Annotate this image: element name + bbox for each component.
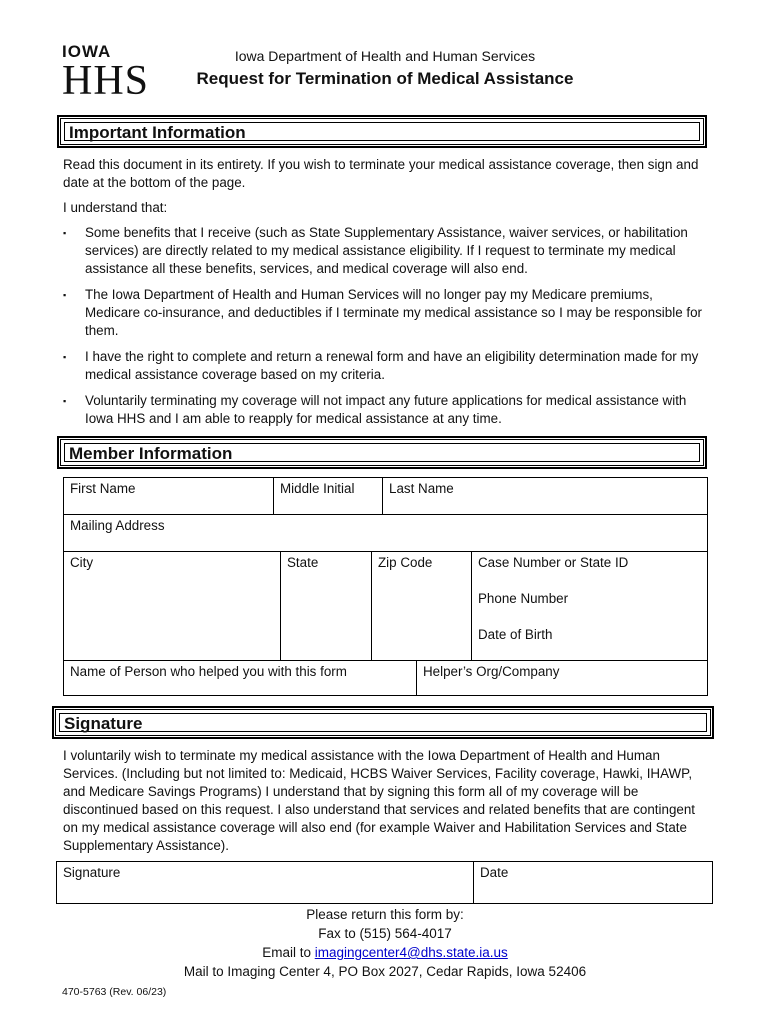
state-field[interactable] [281,552,372,661]
understand-list [63,224,703,436]
date-label: Date [480,865,509,880]
list-item [63,348,703,384]
understand-label: I understand that: [63,200,168,215]
logo-hhs-text: HHS [62,58,150,104]
first-name-label: First Name [70,481,136,496]
bullet-icon: ▪ [63,352,67,362]
signature-label: Signature [63,865,121,880]
first-name-field[interactable] [64,478,274,515]
zip-code-label: Zip Code [378,555,433,570]
state-label: State [287,555,319,570]
bullet-icon: ▪ [63,290,67,300]
middle-initial-label: Middle Initial [280,481,355,496]
case-number-label: Case Number or State ID [478,555,629,570]
city-label: City [70,555,94,570]
form-number: 470-5763 (Rev. 06/23) [62,986,167,998]
zip-code-field[interactable] [372,552,472,661]
date-field[interactable] [474,862,712,903]
helper-org-field[interactable] [417,661,707,695]
intro-paragraph: Read this document in its entirety. If you wish to terminate your medical assistance coverage, then sign and date at the bottom of the page. [63,157,699,190]
member-information-table [63,477,708,696]
bullet-text: Voluntarily terminating my coverage will not impact any future applications for medical assistance with Iowa HHS and I am able to reapply for medical assistance at any time. [85,393,687,426]
member-information-header [58,437,706,468]
department-name: Iowa Department of Health and Human Services [234,48,536,64]
return-line: Please return this form by: [306,907,464,922]
phone-number-label: Phone Number [478,591,569,606]
signature-field[interactable] [57,862,474,903]
signature-table [56,861,713,904]
list-item [63,392,703,428]
date-of-birth-field[interactable] [472,624,707,661]
date-of-birth-label: Date of Birth [478,627,553,642]
phone-number-field[interactable] [472,588,707,624]
last-name-label: Last Name [389,481,454,496]
mail-line: Mail to Imaging Center 4, PO Box 2027, Cedar Rapids, Iowa 52406 [183,964,587,979]
signature-statement: I voluntarily wish to terminate my medical assistance with the Iowa Department of Health and Human Services. (Including but not limited to: Medicaid, HCBS Waiver Services, Facility coverage, Hawki, IHAWP, and Medicare Savings Programs) I understand that by signing this form all of my coverage will be discontinued based on this request. I also understand that services and related benefits that are contingent on my medical assistance coverage will also end (for example Waiver and Habilitation Services and State Supplementary Assistance). [63,748,696,853]
member-information-heading: Member Information [64,443,700,462]
bullet-icon: ▪ [63,396,67,406]
logo-iowa-text: IOWA [62,42,112,61]
list-item [63,224,703,278]
bullet-text: Some benefits that I receive (such as State Supplementary Assistance, waiver services, or habilitation services) are directly related to my medical assistance eligibility. If I request to terminate my medical assistance all these benefits, services, and medical coverage will also end. [85,225,688,276]
helper-org-label: Helper’s Org/Company [423,664,560,679]
fax-line: Fax to (515) 564-4017 [318,926,452,941]
mailing-address-label: Mailing Address [70,518,165,533]
iowa-hhs-logo [62,42,150,104]
helper-name-label: Name of Person who helped you with this form [70,664,347,679]
email-link[interactable]: imagingcenter4@dhs.state.ia.us [314,945,508,960]
form-title: Request for Termination of Medical Assistance [196,69,574,88]
bullet-text: I have the right to complete and return a renewal form and have an eligibility determination made for my medical assistance coverage based on my criteria. [85,349,699,382]
signature-heading: Signature [59,713,707,732]
important-information-header [58,116,706,147]
middle-initial-field[interactable] [274,478,383,515]
case-number-field[interactable] [472,552,707,588]
bullet-text: The Iowa Department of Health and Human Services will no longer pay my Medicare premiums, Medicare co-insurance, and deductibles if I terminate my medical assistance so I may be responsible for them. [85,287,703,338]
email-line [100,943,670,962]
helper-name-field[interactable] [64,661,417,695]
bullet-icon: ▪ [63,228,67,238]
mailing-address-field[interactable] [64,515,707,552]
list-item [63,286,703,340]
important-information-heading: Important Information [64,122,700,141]
email-prefix: Email to [262,945,315,960]
city-field[interactable] [64,552,281,661]
last-name-field[interactable] [383,478,707,515]
signature-header [53,707,713,738]
return-instructions [100,905,670,981]
